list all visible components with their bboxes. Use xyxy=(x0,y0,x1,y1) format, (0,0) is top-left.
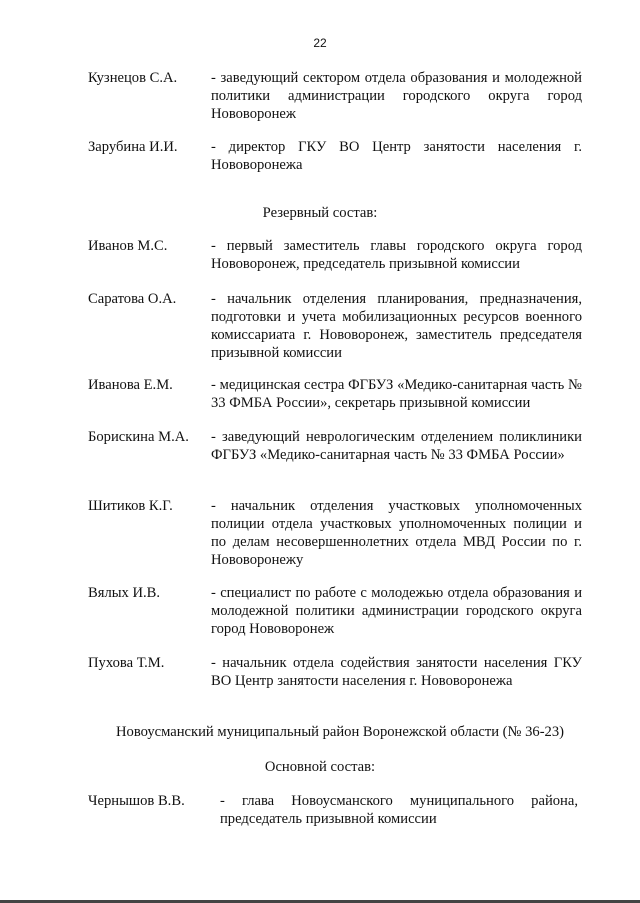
member-description: - начальник отделения планирования, предназначения, подготовки и учета мобилизационных ресурсов военного комиссариата г. Нововоронеж, заместитель председателя призывной комиссии xyxy=(211,291,582,361)
main-heading: Основной состав: xyxy=(264,759,376,775)
member-description: - медицинская сестра ФГБУЗ «Медико-санитарная часть № 33 ФМБА России», секретарь призывной комиссии xyxy=(211,377,582,411)
member-description: - начальник отдела содействия занятости населения ГКУ ВО Центр занятости населения г. Нововоронежа xyxy=(211,655,582,689)
district-heading: Новоусманский муниципальный район Воронежской области (№ 36-23) xyxy=(115,724,565,740)
member-name: Кузнецов С.А. xyxy=(88,70,178,86)
member-name: Иванов М.С. xyxy=(88,238,168,254)
reserve-heading: Резервный состав: xyxy=(262,205,378,221)
member-name: Пухова Т.М. xyxy=(88,655,165,671)
member-name: Иванова Е.М. xyxy=(88,377,173,393)
member-name: Саратова О.А. xyxy=(88,291,177,307)
member-description: - глава Новоусманского муниципального района, председатель призывной комиссии xyxy=(220,793,578,827)
member-name: Зарубина И.И. xyxy=(88,139,178,155)
member-description: - первый заместитель главы городского округа город Нововоронеж, председатель призывной комиссии xyxy=(211,238,582,272)
member-description: - директор ГКУ ВО Центр занятости населения г. Нововоронежа xyxy=(211,139,582,173)
member-name: Вялых И.В. xyxy=(88,585,161,601)
member-name: Шитиков К.Г. xyxy=(88,498,173,514)
member-description: - специалист по работе с молодежью отдела образования и молодежной политики администрации городского округа город Нововоронеж xyxy=(211,585,582,637)
page-number: 22 xyxy=(313,36,327,50)
member-name: Борискина М.А. xyxy=(88,429,189,445)
member-description: - начальник отделения участковых уполномоченных полиции отдела участковых уполномоченных полиции и по делам несовершеннолетних отдела МВД России по г. Нововоронежу xyxy=(211,498,582,568)
member-description: - заведующий сектором отдела образования и молодежной политики администрации городского округа город Нововоронеж xyxy=(211,70,582,122)
member-description: - заведующий неврологическим отделением поликлиники ФГБУЗ «Медико-санитарная часть № 33 ФМБА России» xyxy=(211,429,582,463)
member-name: Чернышов В.В. xyxy=(88,793,185,809)
